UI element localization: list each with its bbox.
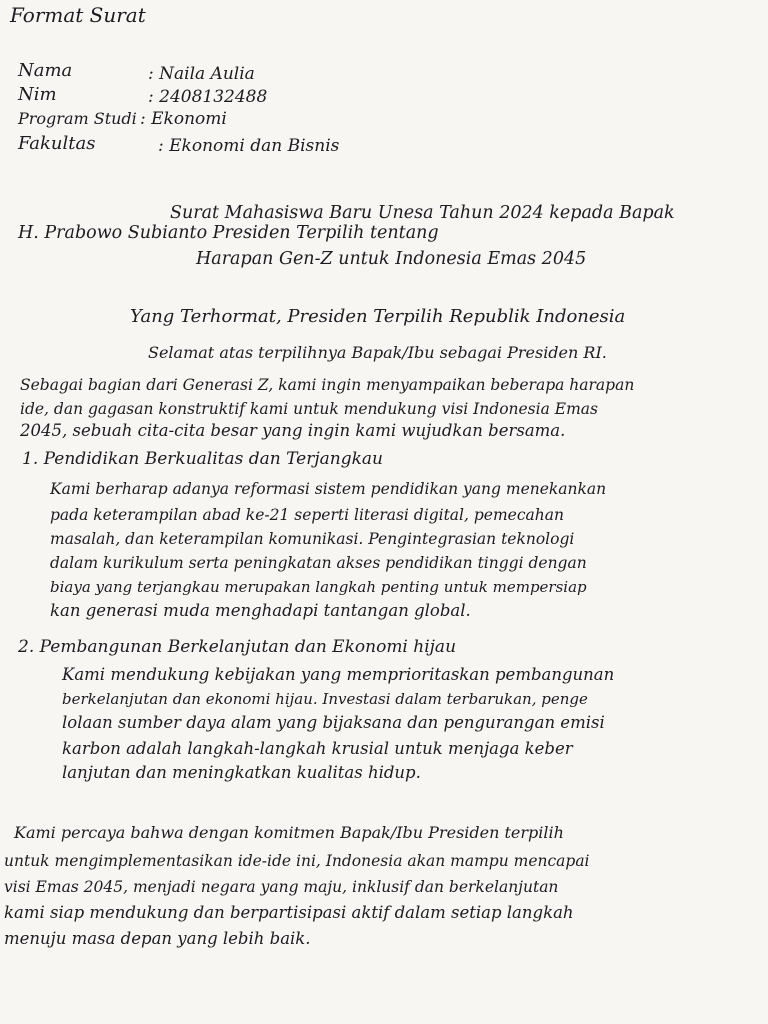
closing-line-4: kami siap mendukung dan berpartisipasi aktif dalam setiap langkah	[4, 903, 574, 922]
point-2-line-2: berkelanjutan dan ekonomi hijau. Investasi dalam terbarukan, penge	[62, 690, 588, 708]
point-1-line-4: dalam kurikulum serta peningkatan akses pendidikan tinggi dengan	[50, 554, 587, 572]
point-1-line-5: biaya yang terjangkau merupakan langkah penting untuk mempersiap	[50, 578, 587, 596]
intro-line-3: 2045, sebuah cita-cita besar yang ingin kami wujudkan bersama.	[20, 421, 566, 440]
point-1-line-3: masalah, dan keterampilan komunikasi. Pengintegrasian teknologi	[50, 530, 575, 548]
intro-line-2: ide, dan gagasan konstruktif kami untuk mendukung visi Indonesia Emas	[20, 400, 598, 418]
closing-line-3: visi Emas 2045, menjadi negara yang maju, inklusif dan berkelanjutan	[4, 878, 559, 896]
point-2-line-4: karbon adalah langkah-langkah krusial untuk menjaga keber	[62, 739, 573, 758]
point-1-line-2: pada keterampilan abad ke-21 seperti literasi digital, pemecahan	[50, 506, 564, 524]
page-heading: Format Surat	[10, 3, 146, 27]
letter-title-line-3: Harapan Gen-Z untuk Indonesia Emas 2045	[196, 249, 587, 269]
identity-label-prodi: Program Studi	[18, 109, 137, 128]
identity-value-nama: : Naila Aulia	[148, 64, 255, 84]
point-2-line-1: Kami mendukung kebijakan yang memprioritaskan pembangunan	[62, 665, 615, 684]
identity-label-nama: Nama	[18, 60, 73, 81]
point-1-line-6: kan generasi muda menghadapi tantangan global.	[50, 601, 471, 620]
closing-line-1: Kami percaya bahwa dengan komitmen Bapak/Ibu Presiden terpilih	[14, 823, 564, 842]
letter-title-line-1: Surat Mahasiswa Baru Unesa Tahun 2024 kepada Bapak	[170, 203, 675, 223]
identity-label-fakultas: Fakultas	[18, 133, 96, 154]
point-1-heading: 1. Pendidikan Berkualitas dan Terjangkau	[22, 449, 383, 469]
identity-value-fakultas: : Ekonomi dan Bisnis	[158, 136, 340, 156]
point-1-line-1: Kami berharap adanya reformasi sistem pendidikan yang menekankan	[50, 480, 607, 498]
closing-line-2: untuk mengimplementasikan ide-ide ini, Indonesia akan mampu mencapai	[4, 852, 590, 870]
identity-label-nim: Nim	[18, 84, 57, 105]
intro-line-1: Sebagai bagian dari Generasi Z, kami ingin menyampaikan beberapa harapan	[20, 376, 635, 394]
point-2-line-5: lanjutan dan meningkatkan kualitas hidup.	[62, 763, 421, 782]
point-2-heading: 2. Pembangunan Berkelanjutan dan Ekonomi hijau	[18, 637, 457, 657]
point-2-line-3: lolaan sumber daya alam yang bijaksana dan pengurangan emisi	[62, 713, 605, 732]
letter-title-line-2: H. Prabowo Subianto Presiden Terpilih tentang	[18, 223, 439, 243]
closing-line-5: menuju masa depan yang lebih baik.	[4, 929, 311, 948]
identity-value-nim: : 2408132488	[148, 87, 268, 107]
salutation: Yang Terhormat, Presiden Terpilih Republik Indonesia	[130, 306, 626, 327]
congratulation-line: Selamat atas terpilihnya Bapak/Ibu sebagai Presiden RI.	[148, 343, 607, 362]
identity-value-prodi: : Ekonomi	[140, 109, 227, 129]
